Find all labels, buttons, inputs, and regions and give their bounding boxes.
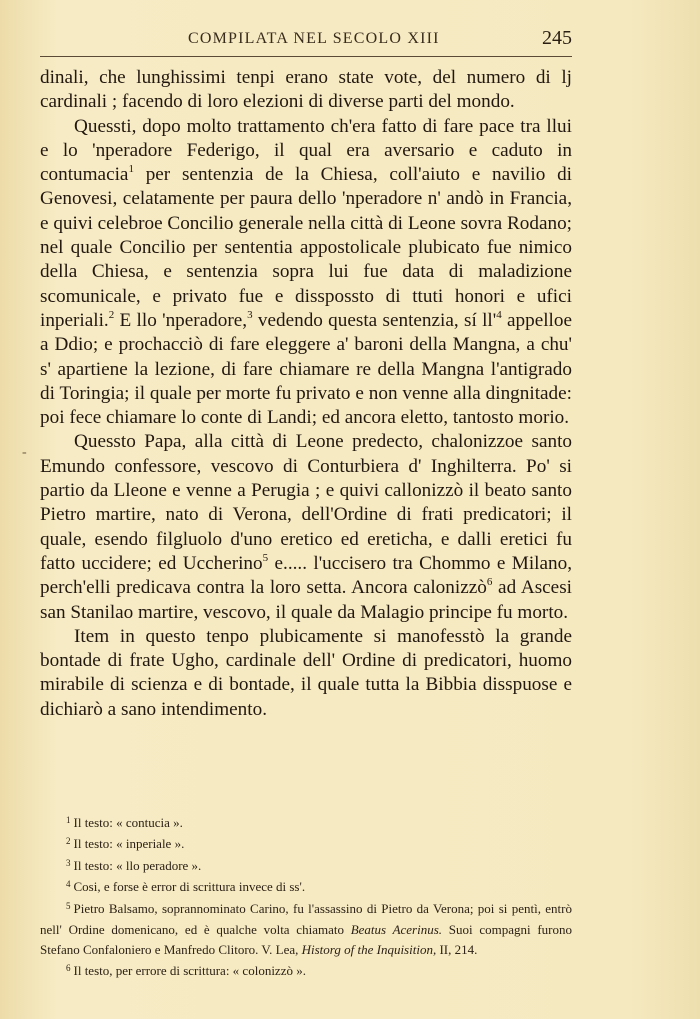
paragraph-2-text-d: vedendo questa sentenzia, sí ll': [252, 309, 497, 331]
paragraph-4: [40, 625, 572, 722]
footnote-2: [40, 834, 572, 855]
body-text: [40, 66, 572, 722]
footnote-ref-3[interactable]: 3: [247, 308, 253, 321]
paragraph-2-text-a: Quessti, dopo molto trattamento ch'era fatto di fare pace tra llui e lo 'nperadore Federigo, il qual era aversario e caduto in contumacia: [40, 115, 572, 186]
paragraph-2: [40, 115, 572, 431]
paragraph-3-text-c: ad Ascesi san Stanilao martire, vescovo, il quale da Malagio principe fu morto.: [40, 577, 572, 623]
footnotes: [40, 813, 572, 982]
footnote-4-number: 4: [66, 879, 71, 890]
margin-mark: -: [22, 445, 27, 460]
footnote-1-number: 1: [66, 815, 71, 825]
footnote-ref-4[interactable]: 4: [496, 308, 502, 321]
footnote-1-text: Il testo: « contucia ».: [73, 815, 183, 830]
paragraph-1: [40, 66, 572, 115]
footnote-ref-2[interactable]: 2: [108, 308, 115, 321]
footnote-ref-6[interactable]: 6: [486, 576, 493, 589]
header-rule: [40, 56, 572, 57]
paragraph-4-text: Item in questo tenpo plubicamente si manofesstò la grande bontade di frate Ugho, cardinale dell' Ordine di predicatori, huomo mirabile di scienza e di bontade, il quale tutta la Bibbia disspuose e dichiarò a sano intendimento.: [40, 625, 572, 720]
footnote-5-italic-beatus: Beatus Acerinus.: [350, 922, 443, 938]
footnote-2-text: Il testo: « inperiale ».: [73, 836, 185, 852]
paragraph-2-text-e: appelloe a Ddio; e prochacciò di fare eleggere a' baroni della Mangna, a chu' s' apartiene la lezione, di fare chiamare re della Mangna l'antigrado di Toringia; il quale per morte fu privato e non venne alla dingnitade: poi fece chiamare lo conte di Landi; ed ancora eletto, tantosto morio.: [40, 309, 572, 429]
running-header: [40, 26, 572, 54]
page-number: 245: [542, 27, 572, 49]
footnote-3: [40, 856, 572, 877]
footnote-6-number: 6: [66, 962, 71, 973]
paragraph-3-text-a: Quessto Papa, alla città di Leone predecto, chalonizzoe santo Emundo confessore, vescovo di Conturbiera d' Inghilterra. Po' si partio da Lleone e venne a Perugia ; e quivi callonizzò il beato santo Pietro martire, nato di Verona, dell'Ordine di frati predicatori; il quale, esendo filgluolo d'uno eretico ed ereticha, e dalli eretici fu fatto uccidere; ed Uccherino: [40, 431, 572, 574]
paragraph-3: [40, 430, 572, 624]
footnote-5-number: 5: [66, 900, 71, 911]
footnote-5-italic-history: Historg of the Inquisition,: [301, 942, 437, 958]
footnote-5-text-a: Pietro Balsamo, soprannominato Carino, fu l'assassino di Pietro da Verona; poi si pentì, entrò nell' Ordine domenicano, ed è qualche volta chiamato: [40, 900, 572, 938]
footnote-4-text: Cosi, e forse è error di scrittura invece di ss'.: [73, 879, 306, 895]
paragraph-2-text-b: per sentenzia de la Chiesa, coll'aiuto e navilio di Genovesi, celatamente per paura dello 'nperadore n' andò in Francia, e quivi celebroe Concilio generale nella città di Leone sovra Rodano; nel quale Concilio per sententia appostolicale plubicato fue nimico della Chiesa, e sentenzia sopra lui fue data di maladizione scomunicale, e privato fue e disspossto di ttuti honori e ufici inperiali.: [40, 164, 572, 331]
footnote-5-text-b: Suoi compagni furono Stefano Confaloniero e Manfredo Clitoro. V. Lea,: [40, 922, 572, 958]
paragraph-2-text-c: E llo 'nperadore,: [114, 309, 248, 331]
footnote-ref-5[interactable]: 5: [262, 551, 269, 564]
footnote-5-text-c: II, 214.: [436, 942, 478, 958]
footnote-1: [40, 813, 572, 834]
footnote-6-text: Il testo, per errore di scrittura: « colonizzò ».: [73, 962, 306, 978]
footnote-2-number: 2: [66, 836, 71, 847]
paragraph-3-text-b: e..... l'uccisero tra Chommo e Milano, perch'elli predicava contra la loro setta. Ancora calonizzò: [40, 552, 573, 599]
footnote-5: [40, 899, 572, 961]
footnote-4: [40, 877, 572, 898]
paragraph-1-text: dinali, che lunghissimi tenpi erano state vote, del numero di lj cardinali ; facendo di loro elezioni di diverse parti del mondo.: [40, 67, 572, 113]
footnote-6: [40, 961, 572, 982]
running-title: COMPILATA NEL SECOLO XIII: [188, 30, 440, 47]
footnote-3-number: 3: [66, 857, 71, 868]
footnote-ref-1[interactable]: 1: [128, 163, 134, 176]
footnote-3-text: Il testo: « llo peradore ».: [73, 857, 202, 873]
